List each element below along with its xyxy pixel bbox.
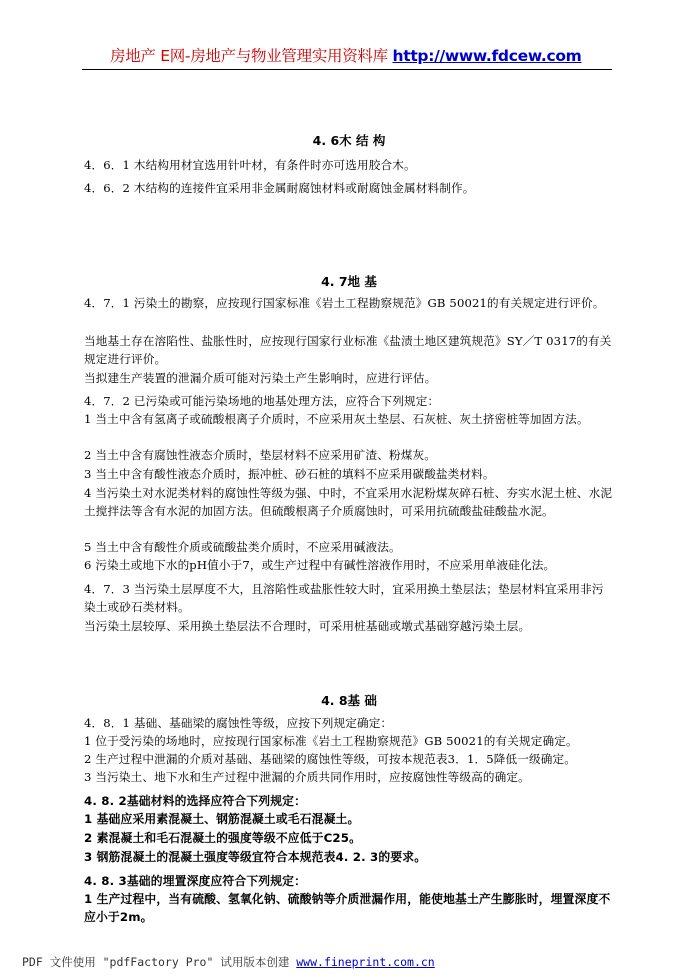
paragraph: 4．6．2 木结构的连接件宜采用非金属耐腐蚀材料或耐腐蚀金属材料制作。 [84, 181, 475, 195]
paragraph: 4．7．3 当污染土层厚度不大，且溶陷性或盐胀性较大时，宜采用换土垫层法；垫层材料宜采用非污染土或砂石类材料。 [84, 582, 604, 614]
paragraph: 1 位于受污染的场地时，应按现行国家标准《岩土工程勘察规范》GB 50021的有关规定确定。 [84, 734, 578, 748]
section-title-4-8: 4. 8基 础 [321, 693, 377, 708]
paragraph-bold: 1 生产过程中，当有硫酸、氢氧化钠、硫酸钠等介质泄漏作用，能使地基土产生膨胀时，埋置深度不应小于2m。 [84, 892, 611, 924]
page-header [110, 44, 610, 66]
paragraph: 3 当土中含有酸性液态介质时，振冲桩、砂石桩的填料不应采用碳酸盐类材料。 [84, 467, 495, 481]
paragraph: 3 当污染土、地下水和生产过程中泄漏的介质共同作用时，应按腐蚀性等级高的确定。 [84, 770, 530, 784]
section-title-4-6: 4. 6木 结 构 [312, 133, 386, 148]
footer-text: PDF 文件使用 "pdfFactory Pro" 试用版本创建 [22, 955, 297, 969]
paragraph: 5 当土中含有酸性介质或硫酸盐类介质时，不应采用碱液法。 [84, 540, 401, 554]
paragraph: 4 当污染土对水泥类材料的腐蚀性等级为强、中时，不宜采用水泥粉煤灰碎石桩、夯实水泥土桩、水泥土搅拌法等含有水泥的加固方法。但硫酸根离子介质腐蚀时，可采用抗硫酸盐硅酸盐水泥。 [84, 486, 613, 518]
paragraph-bold: 3 钢筋混凝土的混凝土强度等级宜符合本规范表4. 2. 3的要求。 [84, 850, 427, 864]
paragraph: 4．6．1 木结构用材宜选用针叶材，有条件时亦可选用胶合木。 [84, 158, 416, 172]
section-title-4-7: 4. 7地 基 [321, 274, 377, 289]
paragraph: 2 当土中含有腐蚀性液态介质时，垫层材料不应采用矿渣、粉煤灰。 [84, 448, 436, 462]
paragraph: 4．7．1 污染土的勘察，应按现行国家标准《岩土工程勘察规范》GB 50021的有关规定进行评价。 [84, 296, 605, 310]
paragraph-bold: 1 基础应采用素混凝土、钢筋混凝土或毛石混凝土。 [84, 812, 360, 826]
paragraph-bold: 4. 8. 3基础的埋置深度应符合下列规定： [84, 874, 307, 888]
paragraph: 2 生产过程中泄漏的介质对基础、基础梁的腐蚀性等级，可按本规范表3．1．5降低一级确定。 [84, 752, 576, 766]
paragraph: 6 污染土或地下水的pH值小于7，或生产过程中有碱性溶液作用时，不应采用单液硅化法。 [84, 558, 556, 572]
site-name: 房地产 E网-房地产与物业管理实用资料库 [110, 47, 388, 65]
paragraph: 4．7．2 已污染或可能污染场地的地基处理方法，应符合下列规定： [84, 394, 440, 408]
pdf-footer [22, 954, 435, 970]
paragraph: 1 当土中含有氢离子或硫酸根离子介质时，不应采用灰土垫层、石灰桩、灰土挤密桩等加固方法。 [84, 412, 589, 426]
paragraph: 当地基土存在溶陷性、盐胀性时，应按现行国家行业标准《盐渍土地区建筑规范》SY／T 0317的有关规定进行评价。 [84, 334, 612, 366]
paragraph-bold: 2 素混凝土和毛石混凝土的强度等级不应低于C25。 [84, 831, 362, 845]
paragraph: 4．8．1 基础、基础梁的腐蚀性等级，应按下列规定确定： [84, 716, 393, 730]
footer-link[interactable]: www.fineprint.com.cn [296, 955, 435, 969]
paragraph-bold: 4. 8. 2基础材料的选择应符合下列规定： [84, 794, 307, 808]
header-divider [82, 69, 612, 70]
paragraph: 当拟建生产装置的泄漏介质可能对污染土产生影响时，应进行评估。 [84, 371, 437, 385]
site-url-link[interactable]: http://www.fdcew.com [392, 47, 582, 65]
paragraph: 当污染土层较厚、采用换土垫层法不合理时，可采用桩基础或墩式基础穿越污染土层。 [84, 619, 531, 633]
